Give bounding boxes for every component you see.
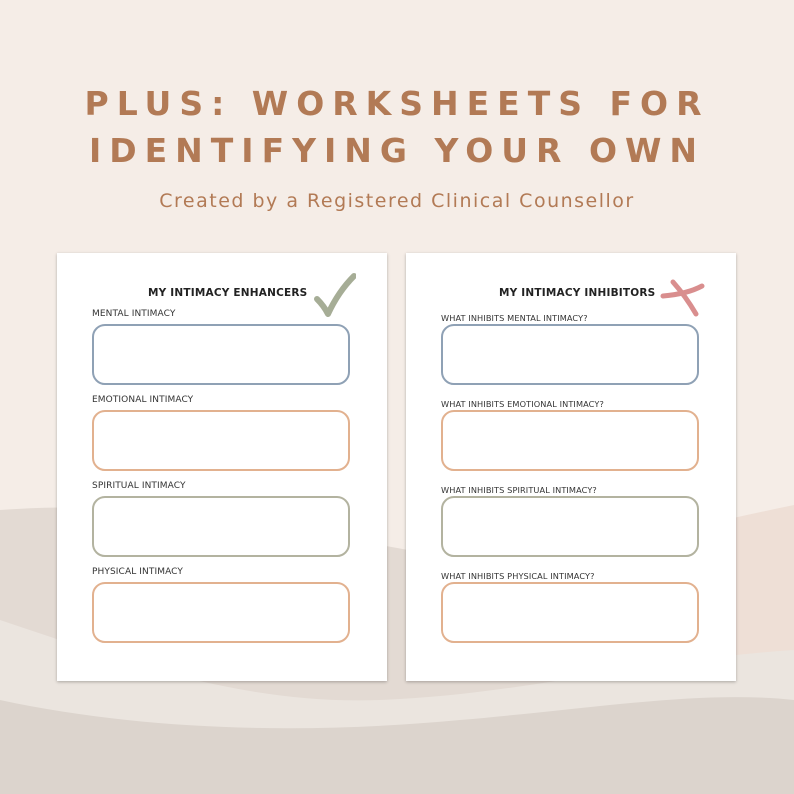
text-box-spiritual[interactable] (92, 496, 350, 557)
worksheet-enhancers (57, 253, 387, 681)
field-label-emotional: EMOTIONAL INTIMACY (92, 395, 194, 405)
field-label-spiritual: SPIRITUAL INTIMACY (92, 481, 186, 491)
field-label-mental: MENTAL INTIMACY (92, 309, 176, 319)
field-label-physical: PHYSICAL INTIMACY (92, 567, 184, 577)
field-label-mental: WHAT INHIBITS MENTAL INTIMACY? (441, 313, 588, 323)
text-box-mental[interactable] (441, 324, 699, 385)
worksheet-inhibitors (406, 253, 736, 681)
text-box-physical[interactable] (92, 582, 350, 643)
text-box-emotional[interactable] (92, 410, 350, 471)
text-box-mental[interactable] (92, 324, 350, 385)
text-box-spiritual[interactable] (441, 496, 699, 557)
headline-line-2: IDENTIFYING YOUR OWN (88, 131, 706, 170)
subtitle: Created by a Registered Clinical Counsellor (159, 190, 635, 212)
field-label-spiritual: WHAT INHIBITS SPIRITUAL INTIMACY? (441, 485, 597, 495)
check-mark-icon (314, 273, 356, 317)
headline-line-1: PLUS: WORKSHEETS FOR (84, 84, 710, 123)
field-label-emotional: WHAT INHIBITS EMOTIONAL INTIMACY? (441, 399, 604, 409)
worksheet-title: MY INTIMACY INHIBITORS (499, 287, 656, 299)
text-box-emotional[interactable] (441, 410, 699, 471)
text-box-physical[interactable] (441, 582, 699, 643)
worksheet-title: MY INTIMACY ENHANCERS (148, 287, 308, 299)
cross-mark-icon (659, 279, 705, 317)
field-label-physical: WHAT INHIBITS PHYSICAL INTIMACY? (441, 571, 595, 581)
headline (0, 80, 794, 174)
